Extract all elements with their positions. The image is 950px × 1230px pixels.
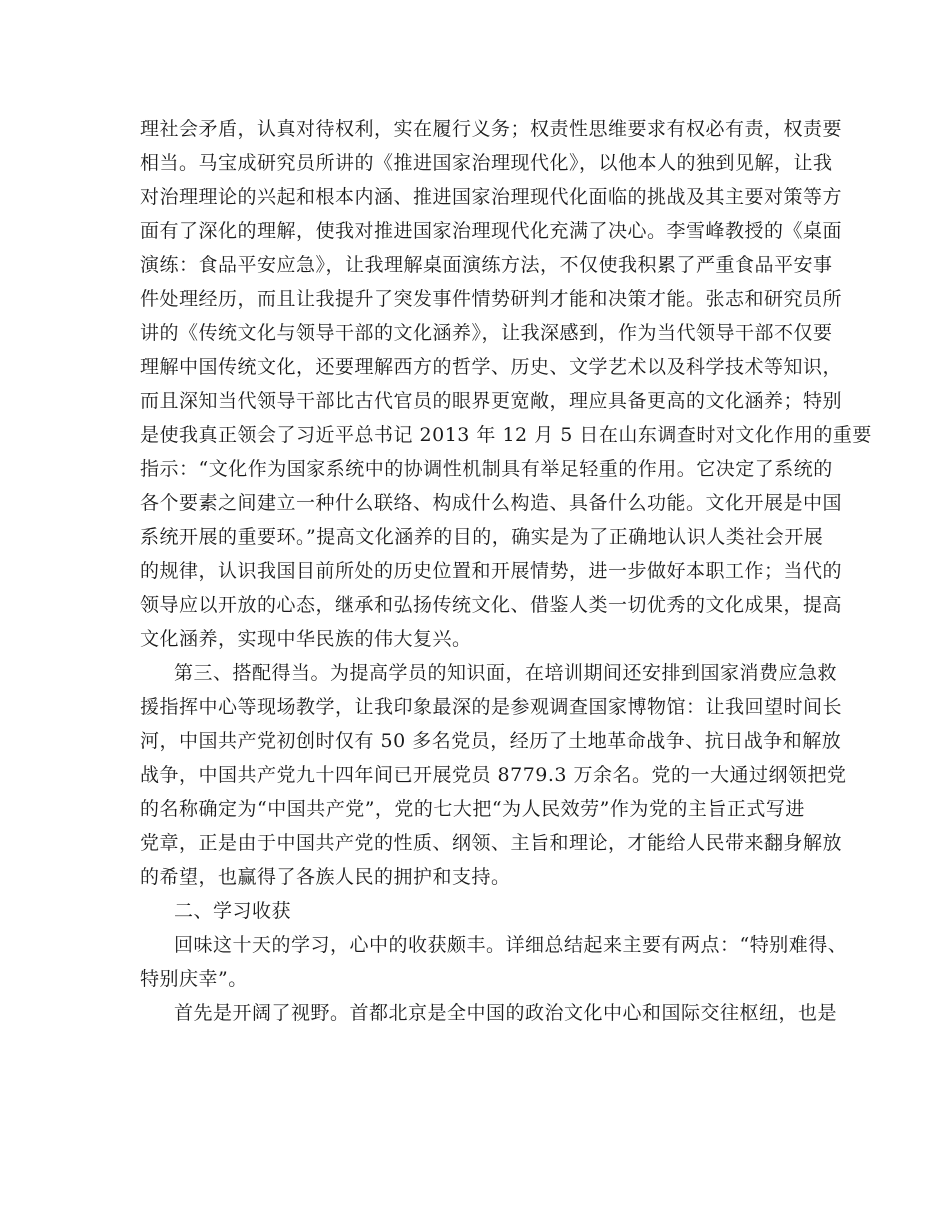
text-line: 领导应以开放的心态，继承和弘扬传统文化、借鉴人类一切优秀的文化成果，提高 <box>140 594 843 616</box>
text-line: 讲的《传统文化与领导干部的文化涵养》，让我深感到，作为当代领导干部不仅要 <box>140 322 833 344</box>
document-body <box>140 112 872 1030</box>
text-line: 特别庆幸”。 <box>140 968 248 990</box>
text-line: 首先是开阔了视野。首都北京是全中国的政治文化中心和国际交往枢纽，也是 <box>174 1002 838 1024</box>
text-line: 第三、搭配得当。为提高学员的知识面，在培训期间还安排到国家消费应急救 <box>174 662 838 684</box>
text-line: 对治理理论的兴起和根本内涵、推进国家治理现代化面临的挑战及其主要对策等方 <box>140 186 843 208</box>
section-heading <box>140 894 840 928</box>
text-line: 回味这十天的学习，心中的收获颇丰。详细总结起来主要有两点：“特别难得、 <box>174 934 848 956</box>
paragraph-3 <box>140 928 848 996</box>
text-line: 件处理经历，而且让我提升了突发事件情势研判才能和决策才能。张志和研究员所 <box>140 288 843 310</box>
text-line: 是使我真正领会了习近平总书记 2013 年 12 月 5 日在山东调查时对文化作用的重要 <box>140 424 872 446</box>
paragraph-2 <box>140 656 847 894</box>
text-line: 面有了深化的理解，使我对推进国家治理现代化充满了决心。李雪峰教授的《桌面 <box>140 220 843 242</box>
text-line: 的名称确定为“中国共产党”，党的七大把“为人民效劳”作为党的主旨正式写进 <box>140 798 805 820</box>
text-line: 的规律，认识我国目前所处的历史位置和开展情势，进一步做好本职工作；当代的 <box>140 560 843 582</box>
text-line: 相当。马宝成研究员所讲的《推进国家治理现代化》，以他本人的独到见解，让我 <box>140 152 833 174</box>
text-line: 理解中国传统文化，还要理解西方的哲学、历史、文学艺术以及科学技术等知识， <box>140 356 843 378</box>
text-line: 而且深知当代领导干部比古代官员的眼界更宽敞，理应具备更高的文化涵养；特别 <box>140 390 843 412</box>
text-line: 各个要素之间建立一种什么联络、构成什么构造、具备什么功能。文化开展是中国 <box>140 492 843 514</box>
text-line: 党章，正是由于中国共产党的性质、纲领、主旨和理论，才能给人民带来翻身解放 <box>140 832 843 854</box>
paragraph-1 <box>140 112 872 656</box>
text-line: 理社会矛盾，认真对待权利，实在履行义务；权责性思维要求有权必有责，权责要 <box>140 118 843 140</box>
text-line: 演练：食品平安应急》，让我理解桌面演练方法，不仅使我积累了严重食品平安事 <box>140 254 833 276</box>
text-line: 指示：“文化作为国家系统中的协调性机制具有举足轻重的作用。它决定了系统的 <box>140 458 833 480</box>
section-heading-text: 二、学习收获 <box>174 900 292 922</box>
paragraph-4 <box>140 996 840 1030</box>
text-line: 援指挥中心等现场教学，让我印象最深的是参观调查国家博物馆：让我回望时间长 <box>140 696 843 718</box>
text-line: 战争，中国共产党九十四年间已开展党员 8779.3 万余名。党的一大通过纲领把党 <box>140 764 847 786</box>
text-line: 系统开展的重要环。”提高文化涵养的目的，确实是为了正确地认识人类社会开展 <box>140 526 824 548</box>
text-line: 河，中国共产党初创时仅有 50 多名党员，经历了土地革命战争、抗日战争和解放 <box>140 730 842 752</box>
text-line: 的希望，也赢得了各族人民的拥护和支持。 <box>140 866 511 888</box>
text-line: 文化涵养，实现中华民族的伟大复兴。 <box>140 628 472 650</box>
